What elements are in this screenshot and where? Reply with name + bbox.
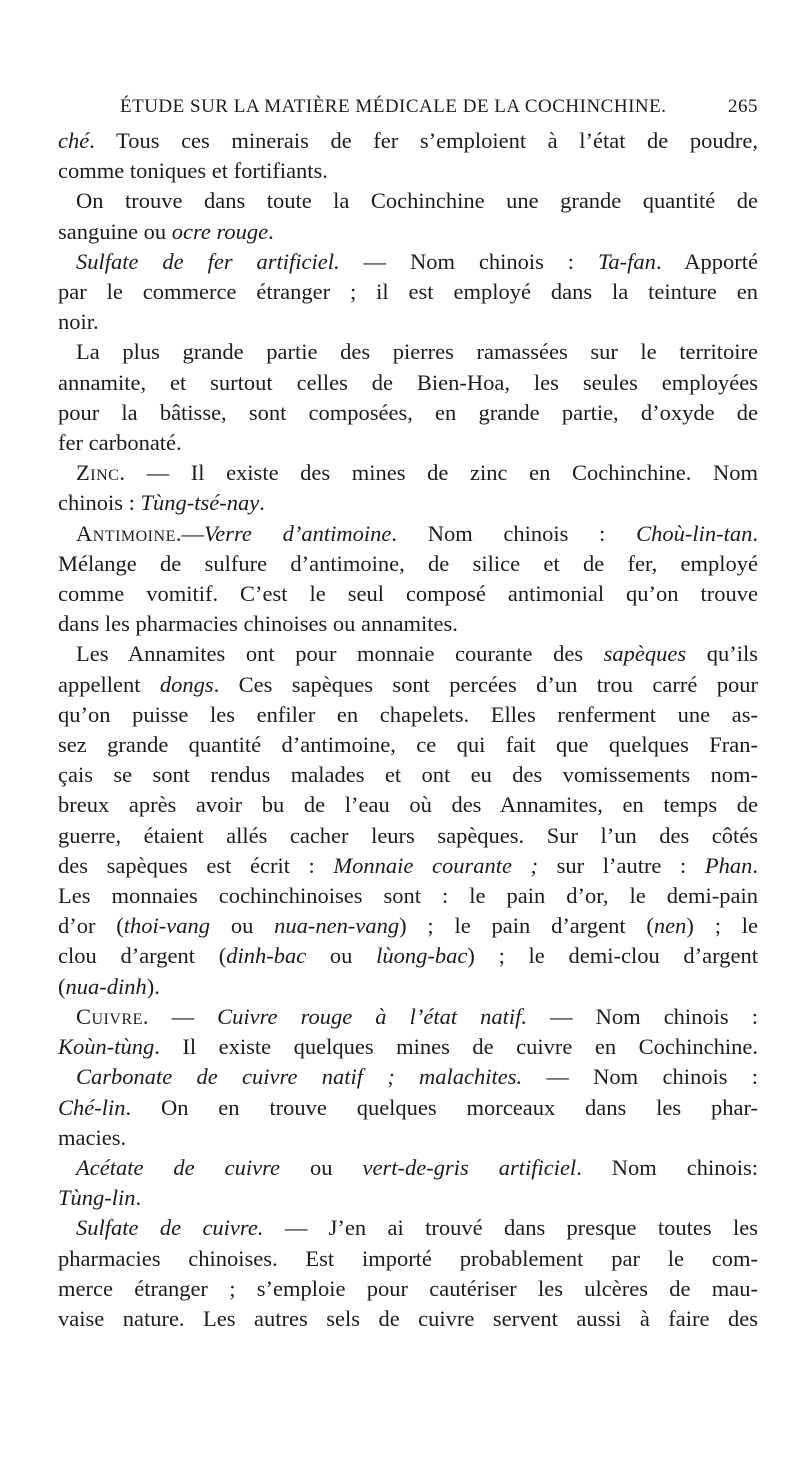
text-run: . — [268, 218, 274, 244]
italic-term: dongs — [159, 671, 214, 697]
text-run: . Nom chinois: — [576, 1154, 759, 1180]
text-line — [58, 1032, 758, 1062]
text-run: çais se sont rendus malades et ont eu des vomissements nom- — [58, 762, 758, 788]
italic-term: Tùng-lin — [58, 1185, 136, 1211]
italic-term: nua-dinh — [65, 973, 147, 999]
italic-term: Ché-lin — [58, 1094, 126, 1120]
italic-term: Sulfate de cuivre. — [76, 1215, 264, 1241]
text-run: guerre, étaient allés cacher leurs sapèques. Sur l’un des côtés — [58, 822, 758, 848]
text-line — [58, 368, 758, 398]
text-run: . Apporté — [655, 248, 758, 274]
text-line — [58, 639, 758, 669]
text-run: . — — [142, 1003, 218, 1029]
italic-term: Cuivre rouge à l’état natif. — [217, 1003, 528, 1029]
text-line — [58, 972, 758, 1002]
text-run: . — Il existe des mines de zinc en Cochinchine. Nom — [119, 460, 758, 486]
text-run: d’or ( — [58, 913, 124, 939]
text-line — [58, 821, 758, 851]
text-line — [58, 156, 758, 186]
text-run: annamite, et surtout celles de Bien-Hoa, les seules employées — [58, 369, 758, 395]
text-run: ). — [146, 973, 160, 999]
text-run: . Tous ces minerais de fer s’emploient à l’état de poudre, — [89, 128, 758, 153]
text-line — [58, 519, 758, 549]
text-run: — Nom chinois : — [522, 1064, 758, 1090]
text-line — [58, 1213, 758, 1243]
text-run: qu’ils — [686, 641, 758, 667]
section-heading: Cuivre — [76, 1003, 143, 1029]
page-number: 265 — [728, 96, 758, 117]
text-run: . — [752, 520, 759, 546]
text-run: — Nom chinois : — [527, 1003, 758, 1029]
italic-term: thoi-vang — [123, 913, 211, 939]
text-line — [58, 1304, 758, 1334]
running-title: ÉTUDE SUR LA MATIÈRE MÉDICALE DE LA COCHINCHINE. — [120, 96, 667, 117]
text-line — [58, 609, 758, 639]
text-line — [58, 458, 758, 488]
italic-term: nen — [653, 913, 687, 939]
book-page — [58, 96, 758, 1334]
text-run: comme toniques et fortifiants. — [58, 158, 328, 184]
text-line — [58, 670, 758, 700]
italic-term: Monnaie courante ; — [333, 852, 539, 878]
text-run: sez grande quantité d’antimoine, ce qui fait que quelques Fran- — [58, 732, 758, 758]
text-line — [58, 126, 758, 156]
text-line — [58, 1002, 758, 1032]
text-run: ou — [210, 913, 275, 939]
text-run: ) ; le — [686, 913, 759, 939]
text-run: ou — [306, 943, 377, 969]
italic-term: Phan — [704, 852, 753, 878]
text-run: clou d’argent ( — [58, 943, 227, 969]
text-line — [58, 398, 758, 428]
italic-term: ché — [58, 128, 90, 153]
text-run: des sapèques est écrit : — [58, 852, 334, 878]
text-line — [58, 579, 758, 609]
text-run: . Il existe quelques mines de cuivre en Cochinchine. — [154, 1034, 758, 1060]
text-run: . — [752, 852, 758, 878]
text-run: sanguine ou — [58, 218, 172, 244]
italic-term: sapèques — [603, 641, 687, 667]
text-line — [58, 186, 758, 216]
italic-term: Acétate de cuivre — [76, 1154, 281, 1180]
text-line — [58, 247, 758, 277]
text-run: Mélange de sulfure d’antimoine, de silice et de fer, employé — [58, 550, 758, 576]
text-line — [58, 488, 758, 518]
italic-term: Koùn-tùng — [58, 1034, 155, 1060]
text-run: ( — [58, 973, 66, 999]
text-run: La plus grande partie des pierres ramassées sur le territoire — [76, 339, 758, 365]
section-heading: Zinc — [76, 460, 120, 486]
text-run: chinois : — [58, 490, 141, 516]
text-run: qu’on puisse les enfiler en chapelets. Elles renferment une as- — [58, 701, 758, 727]
text-line — [58, 1274, 758, 1304]
section-heading: Antimoine — [76, 520, 176, 546]
text-run: — J’en ai trouvé dans presque toutes les — [263, 1215, 758, 1241]
text-line — [58, 549, 758, 579]
text-run: breux après avoir bu de l’eau où des Annamites, en temps de — [58, 792, 758, 818]
text-run: . On en trouve quelques morceaux dans les phar- — [125, 1094, 758, 1120]
text-run: noir. — [58, 309, 99, 335]
text-line — [58, 1183, 758, 1213]
text-run: pharmacies chinoises. Est importé probablement par le com- — [58, 1245, 758, 1271]
text-line — [58, 277, 758, 307]
text-run: appellent — [58, 671, 160, 697]
text-run: . Ces sapèques sont percées d’un trou carré pour — [213, 671, 758, 697]
text-run: par le commerce étranger ; il est employé dans la teinture en — [58, 279, 758, 305]
body-text — [58, 126, 758, 1334]
text-line — [58, 1093, 758, 1123]
text-line — [58, 790, 758, 820]
italic-term: Tùng-tsé-nay — [140, 490, 260, 516]
text-run: ou — [280, 1154, 363, 1180]
text-run: — Nom chinois : — [339, 248, 598, 274]
text-line — [58, 760, 758, 790]
italic-term: lùong-bac — [376, 943, 468, 969]
text-run: fer carbonaté. — [58, 430, 182, 456]
text-line — [58, 911, 758, 941]
text-line — [58, 1244, 758, 1274]
text-run: sur l’autre : — [538, 852, 705, 878]
text-run: vaise nature. Les autres sels de cuivre servent aussi à faire des — [58, 1305, 758, 1331]
text-line — [58, 1153, 758, 1183]
text-run: ) ; le pain d’argent ( — [399, 913, 654, 939]
text-run: . Nom chinois : — [391, 520, 637, 546]
text-run: pour la bâtisse, sont composées, en grande partie, d’oxyde de — [58, 399, 758, 425]
italic-term: Choù-lin-tan — [636, 520, 753, 546]
running-header — [58, 96, 758, 126]
text-run: macies. — [58, 1124, 127, 1150]
text-run: Les Annamites ont pour monnaie courante des — [76, 641, 604, 667]
text-line — [58, 428, 758, 458]
italic-term: Carbonate de cuivre natif ; malachites. — [76, 1064, 523, 1090]
text-run: . — [259, 490, 265, 516]
text-line — [58, 941, 758, 971]
text-line — [58, 1123, 758, 1153]
text-run: dans les pharmacies chinoises ou annamites. — [58, 611, 458, 637]
text-line — [58, 881, 758, 911]
text-run: ) ; le demi-clou d’argent — [467, 943, 758, 969]
italic-term: nua-nen-vang — [274, 913, 400, 939]
text-run: On trouve dans toute la Cochinchine une grande quantité de — [76, 188, 758, 214]
text-run: merce étranger ; s’emploie pour cautériser les ulcères de mau- — [58, 1275, 758, 1301]
text-line — [58, 307, 758, 337]
text-line — [58, 730, 758, 760]
text-run: . — [135, 1185, 142, 1211]
text-line — [58, 337, 758, 367]
text-line — [58, 1062, 758, 1092]
italic-term: Verre d’antimoine — [203, 520, 392, 546]
italic-term: Sulfate de fer artificiel. — [76, 248, 340, 274]
text-line — [58, 217, 758, 247]
text-line — [58, 851, 758, 881]
italic-term: Ta-fan — [597, 248, 656, 274]
italic-term: ocre rouge — [171, 218, 269, 244]
italic-term: vert-de-gris artificiel — [362, 1154, 577, 1180]
italic-term: dinh-bac — [226, 943, 307, 969]
text-run: Les monnaies cochinchinoises sont : le pain d’or, le demi-pain — [58, 883, 758, 909]
text-run: .— — [175, 520, 204, 546]
text-line — [58, 700, 758, 730]
text-run: comme vomitif. C’est le seul composé antimonial qu’on trouve — [58, 581, 758, 607]
